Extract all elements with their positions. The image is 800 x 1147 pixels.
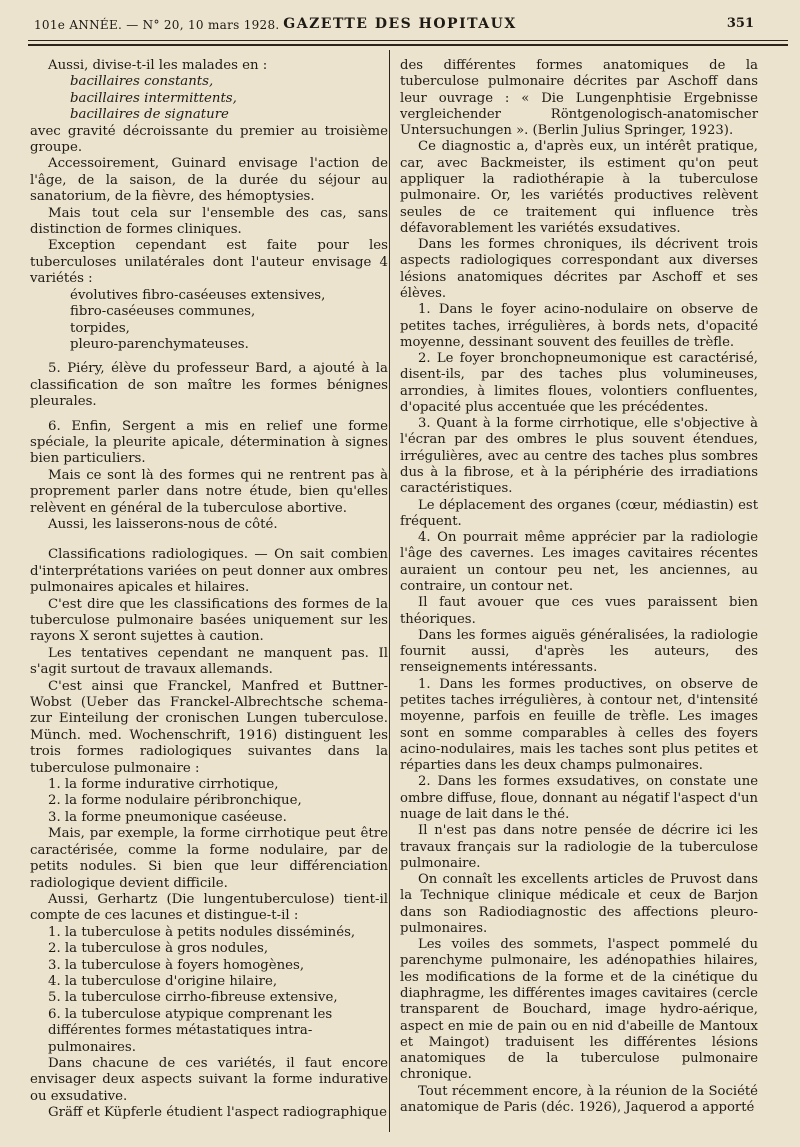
paragraph: Mais, par exemple, la forme cirrhotique peut être caractérisée, comme la forme nodulaire, par de petits nodules. Si bien que leur différenciation radiologique devient difficile.	[30, 826, 388, 891]
paragraph: On connaît les excellents articles de Pruvost dans la Technique clinique médicale et ceux de Barjon dans son Radiodiagnostic des affections pleuro-pulmonaires.	[400, 872, 758, 936]
list-item: 2. la tuberculose à gros nodules,	[48, 941, 269, 957]
paragraph: Gräff et Küpferle étudient l'aspect radiographique	[48, 1105, 387, 1121]
right-column	[400, 58, 758, 1116]
paragraph: Aussi, les laisserons-nous de côté.	[48, 516, 278, 532]
paragraph: Il n'est pas dans notre pensée de décrire ici les travaux français sur la radiologie de la tuberculose pulmonaire.	[400, 823, 758, 871]
paragraph: Aussi, Gerhartz (Die lungentuberculose) tient-il compte de ces lacunes et distingue-t-il :	[30, 891, 388, 924]
paragraph: Ce diagnostic a, d'après eux, un intérêt pratique, car, avec Backmeister, ils estiment qu'on peut appliquer la radiothérapie à la tuberculose pulmonaire. Or, les variétés productives relèvent seules de ce traitement qui influence très défavorablement les variétés exsudatives.	[400, 139, 758, 236]
paragraph: avec gravité décroissante du premier au troisième groupe.	[30, 123, 388, 156]
paragraph: des différentes formes anatomiques de la tuberculose pulmonaire décrites par Aschoff dans leur ouvrage : « Die Lungenphtisie Ergebnisse vergleichender Röntgenologisch-anatomischer Untersuchungen ». (Berlin Julius Springer, 1923).	[400, 58, 758, 139]
header-rule-thick	[28, 44, 788, 46]
paragraph: 6. Enfin, Sergent a mis en relief une forme spéciale, la pleurite apicale, détermination à signes bien particuliers.	[30, 418, 388, 467]
paragraph: Exception cependant est faite pour les tuberculoses unilatérales dont l'auteur envisage 4 variétés :	[30, 238, 388, 287]
list-item: 1. la tuberculose à petits nodules disséminés,	[48, 924, 356, 940]
paragraph: Dans les formes chroniques, ils décrivent trois aspects radiologiques correspondant aux diverses lésions anatomiques décrites par Aschoff et ses élèves.	[400, 237, 758, 301]
paragraph: 2. Dans les formes exsudatives, on constate une ombre diffuse, floue, donnant au négatif l'aspect d'un nuage de lait dans le thé.	[400, 774, 758, 822]
list-item: pleuro-parenchymateuses.	[70, 336, 249, 352]
paragraph: Accessoirement, Guinard envisage l'action de l'âge, de la saison, de la durée du séjour au sanatorium, de la fièvre, des hémoptysies.	[30, 156, 388, 205]
paragraph: 1. Dans les formes productives, on observe de petites taches irrégulières, à contour net, d'intensité moyenne, parfois en feuille de trèfle. Les images sont en somme comparables à celles des foyers acino-nodulaires, mais les taches sont plus petites et réparties dans les deux champs pulmonaires.	[400, 676, 758, 774]
list-item: 4. la tuberculose d'origine hilaire,	[48, 973, 278, 989]
paragraph: C'est dire que les classifications des formes de la tuberculose pulmonaire basées uniquement sur les rayons X seront sujettes à caution.	[30, 596, 388, 645]
page-number: 351	[726, 16, 754, 31]
list-item: évolutives fibro-caséeuses extensives,	[70, 287, 326, 303]
paragraph: Tout récemment encore, à la réunion de la Société anatomique de Paris (déc. 1926), Jaquerod a apporté	[400, 1083, 758, 1115]
list-item: bacillaires intermittents,	[70, 90, 237, 106]
paragraph: Les voiles des sommets, l'aspect pommelé du parenchyme pulmonaire, les adénopathies hilaires, les modifications de la forme et de la cinétique du diaphragme, les différentes images cavitaires (cercle transparent de Bouchard, image hydro-aérique, aspect en mie de pain ou en nid d'abeille de Mantoux et Maingot) traduisent les différentes lésions anatomiques de la tuberculose pulmonaire chronique.	[400, 937, 758, 1083]
list-item: 5. la tuberculose cirrho-fibreuse extensive,	[48, 990, 338, 1006]
journal-title: GAZETTE DES HOPITAUX	[283, 16, 517, 32]
paragraph: C'est ainsi que Franckel, Manfred et Buttner-Wobst (Ueber das Franckel-Albrechtsche schema-zur Einteilung der cronischen Lungen tuberculose. Münch. med. Wochenschrift, 1916) distinguent les trois formes radiologiques suivantes dans la tuberculose pulmonaire :	[30, 678, 388, 776]
paragraph: 1. Dans le foyer acino-nodulaire on observe de petites taches, irrégulières, à bords nets, d'opacité moyenne, dessinant souvent des feuilles de trèfle.	[400, 302, 758, 350]
list-item: bacillaires de signature	[70, 107, 229, 123]
paragraph: 4. On pourrait même apprécier par la radiologie l'âge des cavernes. Les images cavitaires récentes auraient un contour peu net, les anciennes, au contraire, un contour net.	[400, 530, 758, 594]
paragraph: Le déplacement des organes (cœur, médiastin) est fréquent.	[400, 497, 758, 529]
paragraph: Il faut avouer que ces vues paraissent bien théoriques.	[400, 595, 758, 627]
list-item: 3. la forme pneumonique caséeuse.	[48, 809, 287, 825]
column-divider	[389, 50, 390, 1132]
paragraph: Mais ce sont là des formes qui ne rentrent pas à proprement parler dans notre étude, bien qu'elles relèvent en général de la tuberculose abortive.	[30, 467, 388, 516]
list-item: 3. la tuberculose à foyers homogènes,	[48, 957, 305, 973]
list-item: 6. la tuberculose atypique comprenant les différentes formes métastatiques intra-pulmonaires.	[48, 1006, 333, 1055]
header-rule	[28, 40, 788, 41]
left-column	[30, 58, 388, 1122]
section-paragraph: Classifications radiologiques. — On sait combien d'interprétations variées on peut donner aux ombres pulmonaires apicales et hilaires.	[30, 547, 388, 596]
paragraph: Mais tout cela sur l'ensemble des cas, sans distinction de formes cliniques.	[30, 205, 388, 238]
paragraph: Dans chacune de ces variétés, il faut encore envisager deux aspects suivant la forme indurative ou exsudative.	[30, 1055, 388, 1104]
paragraph: Dans les formes aiguës généralisées, la radiologie fournit aussi, d'après les auteurs, des renseignements intéressants.	[400, 627, 758, 676]
paragraph: 2. Le foyer bronchopneumonique est caractérisé, disent-ils, par des taches plus volumineuses, arrondies, à limites floues, volontiers confluentes, d'opacité plus accentuée que les précédentes.	[400, 351, 758, 415]
list-item: bacillaires constants,	[70, 74, 214, 90]
paragraph: Les tentatives cependant ne manquent pas. Il s'agit surtout de travaux allemands.	[30, 645, 388, 678]
list-item: 2. la forme nodulaire péribronchique,	[48, 793, 302, 809]
list-item: torpides,	[70, 320, 130, 336]
paragraph: Aussi, divise-t-il les malades en :	[48, 58, 268, 73]
paragraph: 3. Quant à la forme cirrhotique, elle s'objective à l'écran par des ombres le plus souvent étendues, irrégulières, avec au centre des taches plus sombres dus à la fibrose, et à la périphérie des irradiations caractéristiques.	[400, 416, 758, 497]
list-item: 1. la forme indurative cirrhotique,	[48, 777, 279, 793]
list-item: fibro-caséeuses communes,	[70, 304, 256, 320]
page-header	[0, 0, 800, 50]
issue-info: 101e ANNÉE. — N° 20, 10 mars 1928.	[34, 18, 280, 32]
paragraph: 5. Piéry, élève du professeur Bard, a ajouté à la classification de son maître les formes bénignes pleurales.	[30, 361, 388, 410]
